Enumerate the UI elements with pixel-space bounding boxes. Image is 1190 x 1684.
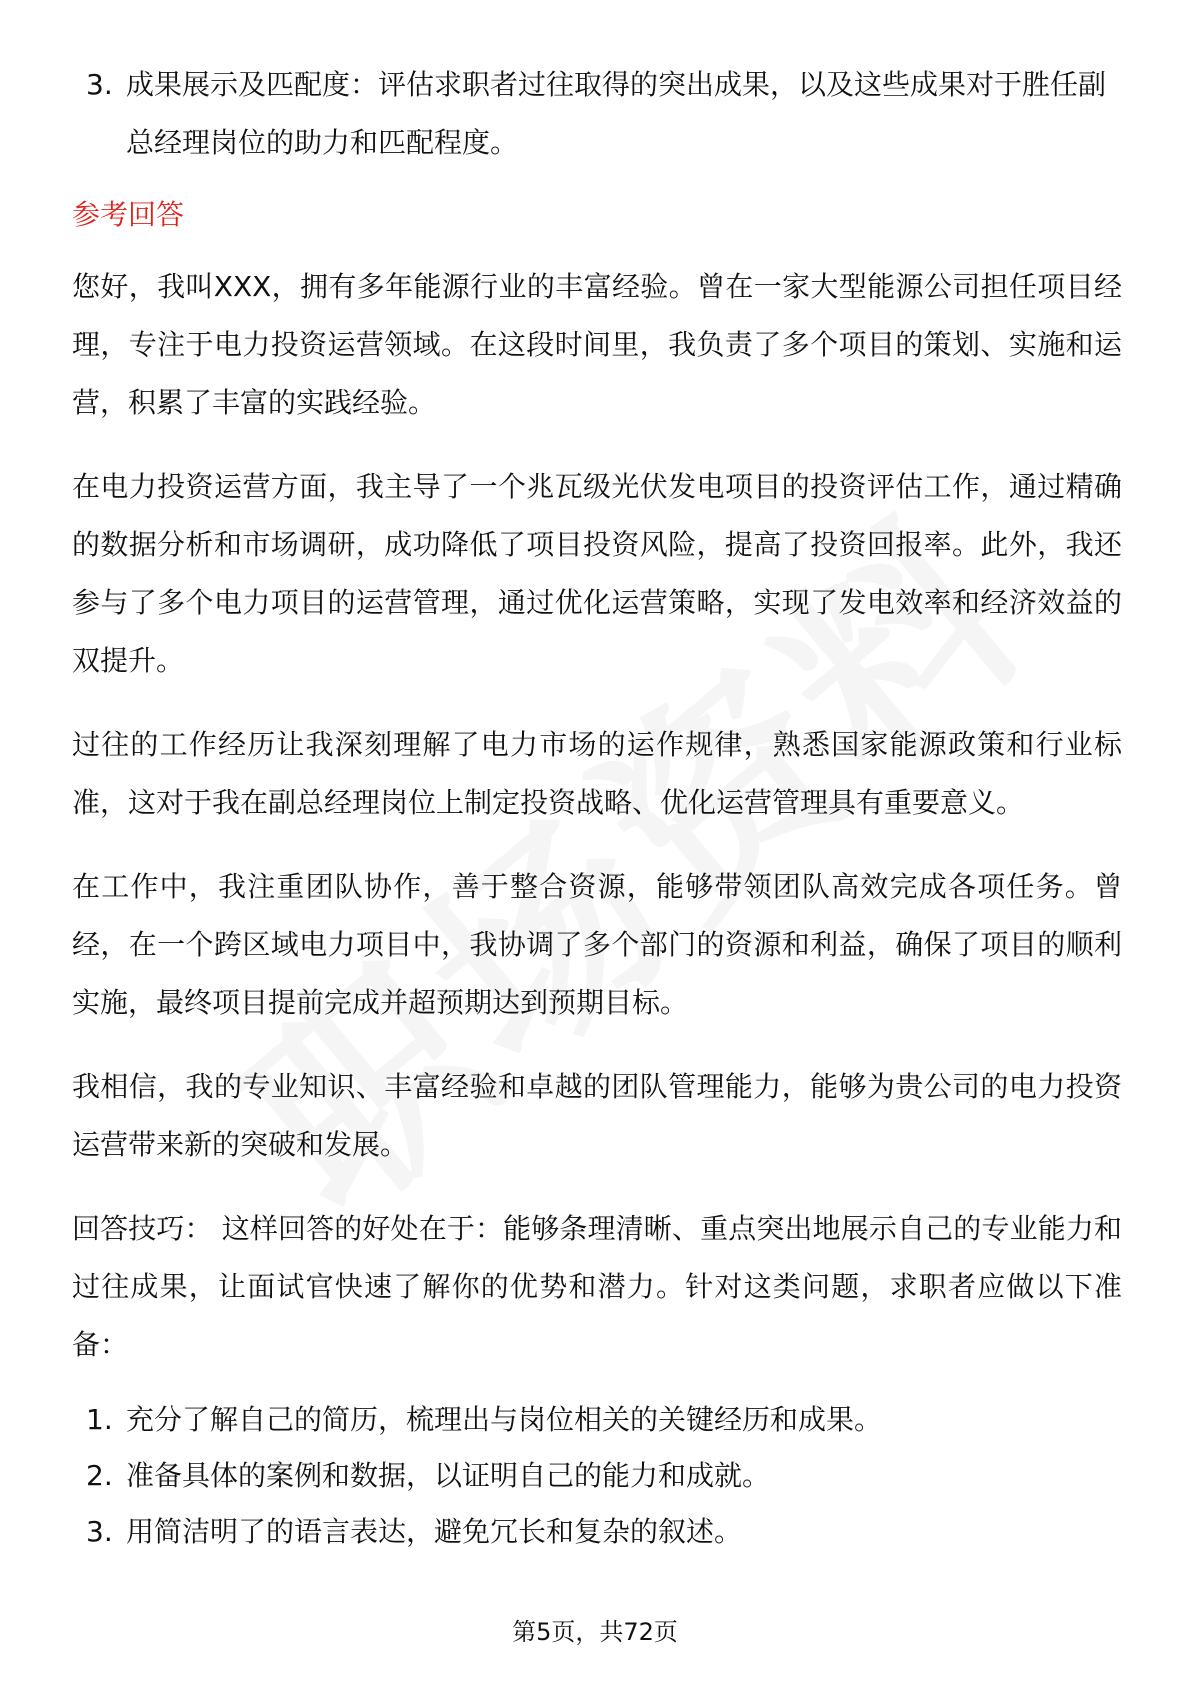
tip-item <box>72 1392 1122 1448</box>
answer-paragraph: 在电力投资运营方面，我主导了一个兆瓦级光伏发电项目的投资评估工作，通过精确的数据分析和市场调研，成功降低了项目投资风险，提高了投资回报率。此外，我还参与了多个电力项目的运营管理，通过优化运营策略，实现了发电效率和经济效益的双提升。 <box>72 470 1122 677</box>
tip-number: 1. <box>86 1403 113 1436</box>
tip-item <box>72 1448 1122 1504</box>
tip-number: 2. <box>86 1459 113 1492</box>
tip-text: 准备具体的案例和数据，以证明自己的能力和成就。 <box>126 1459 771 1492</box>
criteria-item-3 <box>72 56 1122 172</box>
page-footer: 第5页，共72页 <box>512 1618 678 1646</box>
tips-list <box>72 1392 1122 1560</box>
tip-number: 3. <box>86 1515 113 1548</box>
answer-paragraph: 过往的工作经历让我深刻理解了电力市场的运作规律，熟悉国家能源政策和行业标准，这对于我在副总经理岗位上制定投资战略、优化运营管理具有重要意义。 <box>72 728 1122 819</box>
tip-item <box>72 1504 1122 1560</box>
answer-paragraph: 我相信，我的专业知识、丰富经验和卓越的团队管理能力，能够为贵公司的电力投资运营带来新的突破和发展。 <box>72 1070 1122 1161</box>
item-text: 成果展示及匹配度：评估求职者过往取得的突出成果，以及这些成果对于胜任副总经理岗位的助力和匹配程度。 <box>126 68 1107 159</box>
answer-paragraph: 您好，我叫XXX，拥有多年能源行业的丰富经验。曾在一家大型能源公司担任项目经理，专注于电力投资运营领域。在这段时间里，我负责了多个项目的策划、实施和运营，积累了丰富的实践经验。 <box>72 270 1122 419</box>
tip-text: 用简洁明了的语言表达，避免冗长和复杂的叙述。 <box>126 1515 743 1548</box>
page-content <box>72 56 1122 1560</box>
tip-text: 充分了解自己的简历，梳理出与岗位相关的关键经历和成果。 <box>126 1403 883 1436</box>
answer-paragraph: 在工作中，我注重团队协作，善于整合资源，能够带领团队高效完成各项任务。曾经，在一个跨区域电力项目中，我协调了多个部门的资源和利益，确保了项目的顺利实施，最终项目提前完成并超预期达到预期目标。 <box>72 870 1122 1019</box>
item-number: 3. <box>86 68 113 101</box>
tips-intro: 回答技巧： 这样回答的好处在于：能够条理清晰、重点突出地展示自己的专业能力和过往成果，让面试官快速了解你的优势和潜力。针对这类问题，求职者应做以下准备： <box>72 1212 1122 1361</box>
section-heading: 参考回答 <box>72 198 185 231</box>
